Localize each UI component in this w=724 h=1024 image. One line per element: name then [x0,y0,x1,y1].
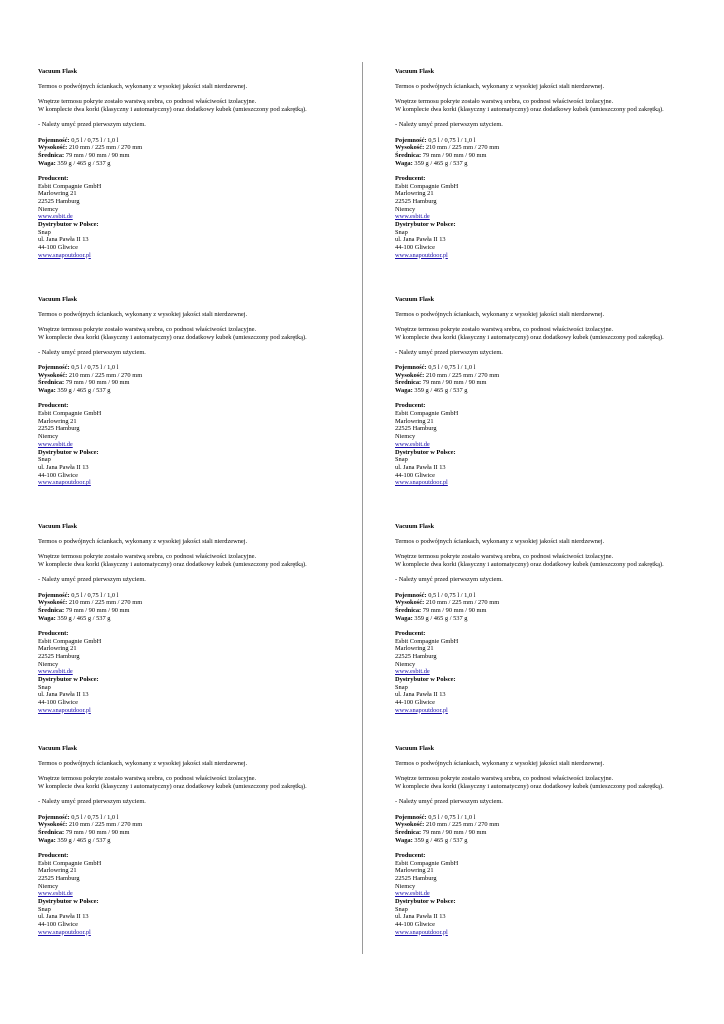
distributor-city: 44-100 Gliwice [395,471,435,479]
spec-label: Średnica: [38,606,65,614]
spec-value: 79 mm / 90 mm / 90 mm [422,828,487,836]
product-description [38,775,328,790]
spec-label: Pojemność: [38,813,70,821]
producer-street: Marlowring 21 [38,190,77,198]
spec-label: Wysokość: [395,144,425,152]
producer-street: Marlowring 21 [395,645,434,653]
distributor-label: Dystrybutor w Polsce: [395,898,456,906]
spec-value: 0,5 l / 0,75 l / 1,0 l [71,136,119,144]
spec-label: Waga: [395,159,413,167]
spec-capacity [38,137,328,145]
contact-block [38,630,328,715]
producer-name: Esbit Compagnie GmbH [38,410,102,418]
distributor-website-link[interactable]: www.snapoutdoor.pl [38,928,91,936]
distributor-name: Snap [395,456,408,464]
spec-label: Waga: [38,614,56,622]
spec-value: 359 g / 465 g / 537 g [414,614,468,622]
product-intro: Termos o podwójnych ściankach, wykonany z wysokiej jakości stali nierdzewnej. [38,538,248,546]
spec-value: 79 mm / 90 mm / 90 mm [65,151,130,159]
distributor-name: Snap [38,456,51,464]
spec-value: 0,5 l / 0,75 l / 1,0 l [71,364,119,372]
product-intro: Termos o podwójnych ściankach, wykonany z wysokiej jakości stali nierdzewnej. [395,310,605,318]
spec-value: 359 g / 465 g / 537 g [414,159,468,167]
product-flyer [38,68,328,296]
producer-country: Niemcy [395,205,416,213]
specs-block [38,364,328,395]
spec-value: 359 g / 465 g / 537 g [57,614,111,622]
spec-capacity [395,364,685,372]
producer-street: Marlowring 21 [38,645,77,653]
producer-label: Producent: [395,174,426,182]
spec-label: Pojemność: [395,813,427,821]
product-intro: Termos o podwójnych ściankach, wykonany z wysokiej jakości stali nierdzewnej. [38,760,248,768]
distributor-name: Snap [38,683,51,691]
spec-label: Średnica: [395,606,422,614]
contact-block [38,175,328,260]
spec-value: 359 g / 465 g / 537 g [57,159,111,167]
spec-label: Wysokość: [38,371,68,379]
distributor-city: 44-100 Gliwice [395,921,435,929]
distributor-street: ul. Jana Pawła II 13 [38,463,89,471]
description-line-2: W komplecie dwa korki (klasyczny i automatyczny) oraz dodatkowy kubek (umieszczony pod zakrętką). [395,561,664,569]
distributor-street: ul. Jana Pawła II 13 [395,691,446,699]
distributor-street: ul. Jana Pawła II 13 [38,236,89,244]
product-description [395,553,685,568]
specs-block [395,592,685,623]
producer-name: Esbit Compagnie GmbH [38,182,102,190]
product-flyer [38,745,328,973]
description-line-1: Wnętrze termosu pokryte zostało warstwą srebra, co podnosi właściwości izolacyjne. [38,98,257,106]
producer-website-link[interactable]: www.esbit.de [395,890,430,898]
distributor-name: Snap [38,228,51,236]
producer-street: Marlowring 21 [395,417,434,425]
producer-website-link[interactable]: www.esbit.de [395,440,430,448]
producer-city: 22525 Hamburg [395,197,437,205]
distributor-name: Snap [395,905,408,913]
spec-label: Pojemność: [395,591,427,599]
spec-label: Średnica: [38,151,65,159]
spec-label: Waga: [38,387,56,395]
producer-country: Niemcy [395,433,416,441]
spec-value: 210 mm / 225 mm / 270 mm [68,371,143,379]
distributor-label: Dystrybutor w Polsce: [38,898,99,906]
spec-value: 210 mm / 225 mm / 270 mm [68,144,143,152]
producer-country: Niemcy [38,205,59,213]
usage-note: - Należy umyć przed pierwszym użyciem. [38,121,146,129]
producer-website-link[interactable]: www.esbit.de [38,668,73,676]
product-description [38,98,328,113]
distributor-label: Dystrybutor w Polsce: [395,676,456,684]
producer-city: 22525 Hamburg [395,425,437,433]
spec-label: Pojemność: [395,364,427,372]
spec-label: Wysokość: [395,821,425,829]
product-description [395,326,685,341]
spec-label: Wysokość: [38,821,68,829]
product-flyer [395,296,685,524]
spec-diameter [38,607,328,615]
product-flyer [38,296,328,524]
description-line-1: Wnętrze termosu pokryte zostało warstwą srebra, co podnosi właściwości izolacyjne. [395,553,614,561]
spec-value: 79 mm / 90 mm / 90 mm [65,606,130,614]
product-flyer [395,68,685,296]
distributor-name: Snap [395,228,408,236]
producer-country: Niemcy [395,882,416,890]
producer-label: Producent: [38,629,69,637]
producer-city: 22525 Hamburg [38,425,80,433]
product-title: Vacuum Flask [395,68,435,75]
producer-label: Producent: [395,851,426,859]
contact-block [38,852,328,937]
spec-value: 0,5 l / 0,75 l / 1,0 l [71,591,119,599]
spec-weight [395,387,685,395]
spec-label: Średnica: [38,379,65,387]
producer-street: Marlowring 21 [395,867,434,875]
producer-name: Esbit Compagnie GmbH [38,859,102,867]
product-intro: Termos o podwójnych ściankach, wykonany z wysokiej jakości stali nierdzewnej. [38,83,248,91]
product-title: Vacuum Flask [38,523,78,530]
distributor-street: ul. Jana Pawła II 13 [38,691,89,699]
producer-name: Esbit Compagnie GmbH [395,182,459,190]
spec-diameter [38,829,328,837]
spec-capacity [395,592,685,600]
distributor-website-link[interactable]: www.snapoutdoor.pl [395,251,448,259]
spec-weight [38,615,328,623]
product-intro: Termos o podwójnych ściankach, wykonany z wysokiej jakości stali nierdzewnej. [395,760,605,768]
spec-diameter [395,607,685,615]
distributor-website-link[interactable]: www.snapoutdoor.pl [395,479,448,487]
spec-value: 0,5 l / 0,75 l / 1,0 l [428,364,476,372]
description-line-2: W komplecie dwa korki (klasyczny i automatyczny) oraz dodatkowy kubek (umieszczony pod zakrętką). [395,106,664,114]
description-line-2: W komplecie dwa korki (klasyczny i automatyczny) oraz dodatkowy kubek (umieszczony pod zakrętką). [38,333,307,341]
distributor-name: Snap [38,905,51,913]
product-intro: Termos o podwójnych ściankach, wykonany z wysokiej jakości stali nierdzewnej. [395,83,605,91]
spec-weight [38,837,328,845]
specs-block [38,814,328,845]
spec-value: 79 mm / 90 mm / 90 mm [422,606,487,614]
usage-note: - Należy umyć przed pierwszym użyciem. [38,348,146,356]
distributor-label: Dystrybutor w Polsce: [38,448,99,456]
distributor-website-link[interactable]: www.snapoutdoor.pl [395,706,448,714]
description-line-2: W komplecie dwa korki (klasyczny i automatyczny) oraz dodatkowy kubek (umieszczony pod zakrętką). [38,561,307,569]
distributor-street: ul. Jana Pawła II 13 [38,913,89,921]
producer-country: Niemcy [38,882,59,890]
distributor-label: Dystrybutor w Polsce: [38,221,99,229]
distributor-label: Dystrybutor w Polsce: [38,676,99,684]
distributor-city: 44-100 Gliwice [38,699,78,707]
distributor-city: 44-100 Gliwice [38,244,78,252]
spec-label: Średnica: [38,828,65,836]
spec-label: Waga: [38,159,56,167]
product-flyer [395,745,685,973]
product-title: Vacuum Flask [395,295,435,303]
description-line-1: Wnętrze termosu pokryte zostało warstwą srebra, co podnosi właściwości izolacyjne. [38,325,257,333]
producer-website-link[interactable]: www.esbit.de [38,440,73,448]
contact-block [395,852,685,937]
product-title: Vacuum Flask [38,295,78,303]
spec-value: 210 mm / 225 mm / 270 mm [425,599,500,607]
description-line-1: Wnętrze termosu pokryte zostało warstwą srebra, co podnosi właściwości izolacyjne. [395,98,614,106]
spec-diameter [395,379,685,387]
usage-note: - Należy umyć przed pierwszym użyciem. [395,348,503,356]
product-flyer [395,523,685,745]
product-description [395,98,685,113]
description-line-1: Wnętrze termosu pokryte zostało warstwą srebra, co podnosi właściwości izolacyjne. [38,553,257,561]
distributor-city: 44-100 Gliwice [38,921,78,929]
specs-block [395,364,685,395]
producer-city: 22525 Hamburg [395,874,437,882]
producer-street: Marlowring 21 [395,190,434,198]
producer-label: Producent: [395,402,426,410]
spec-value: 210 mm / 225 mm / 270 mm [68,821,143,829]
producer-street: Marlowring 21 [38,867,77,875]
column-divider [362,62,363,954]
product-intro: Termos o podwójnych ściankach, wykonany z wysokiej jakości stali nierdzewnej. [38,310,248,318]
description-line-2: W komplecie dwa korki (klasyczny i automatyczny) oraz dodatkowy kubek (umieszczony pod zakrętką). [395,333,664,341]
usage-note: - Należy umyć przed pierwszym użyciem. [395,576,503,584]
distributor-label: Dystrybutor w Polsce: [395,221,456,229]
producer-city: 22525 Hamburg [38,652,80,660]
spec-label: Średnica: [395,828,422,836]
distributor-street: ul. Jana Pawła II 13 [395,913,446,921]
producer-label: Producent: [38,174,69,182]
distributor-website-link[interactable]: www.snapoutdoor.pl [38,251,91,259]
usage-note: - Należy umyć przed pierwszym użyciem. [395,121,503,129]
product-description [395,775,685,790]
spec-value: 79 mm / 90 mm / 90 mm [65,379,130,387]
usage-note: - Należy umyć przed pierwszym użyciem. [38,576,146,584]
spec-weight [38,387,328,395]
producer-name: Esbit Compagnie GmbH [38,637,102,645]
spec-label: Wysokość: [395,599,425,607]
product-description [38,326,328,341]
description-line-2: W komplecie dwa korki (klasyczny i automatyczny) oraz dodatkowy kubek (umieszczony pod zakrętką). [38,106,307,114]
distributor-name: Snap [395,683,408,691]
product-title: Vacuum Flask [38,68,78,75]
distributor-label: Dystrybutor w Polsce: [395,448,456,456]
spec-weight [395,615,685,623]
spec-height [38,144,328,152]
spec-label: Pojemność: [38,364,70,372]
producer-country: Niemcy [38,433,59,441]
spec-label: Pojemność: [38,136,70,144]
contact-block [395,630,685,715]
producer-website-link[interactable]: www.esbit.de [38,213,73,221]
producer-city: 22525 Hamburg [38,874,80,882]
spec-capacity [395,814,685,822]
spec-value: 0,5 l / 0,75 l / 1,0 l [428,591,476,599]
spec-label: Średnica: [395,151,422,159]
spec-height [38,599,328,607]
left-column [38,68,328,973]
product-intro: Termos o podwójnych ściankach, wykonany z wysokiej jakości stali nierdzewnej. [395,538,605,546]
usage-note: - Należy umyć przed pierwszym użyciem. [38,798,146,806]
description-line-1: Wnętrze termosu pokryte zostało warstwą srebra, co podnosi właściwości izolacyjne. [395,325,614,333]
producer-street: Marlowring 21 [38,417,77,425]
product-title: Vacuum Flask [38,745,78,752]
spec-weight [395,160,685,168]
spec-capacity [38,364,328,372]
spec-label: Średnica: [395,379,422,387]
product-flyer [38,523,328,745]
distributor-website-link[interactable]: www.snapoutdoor.pl [38,706,91,714]
producer-website-link[interactable]: www.esbit.de [38,890,73,898]
spec-value: 79 mm / 90 mm / 90 mm [422,151,487,159]
contact-block [395,175,685,260]
spec-value: 359 g / 465 g / 537 g [414,836,468,844]
producer-name: Esbit Compagnie GmbH [395,859,459,867]
spec-height [395,821,685,829]
usage-note: - Należy umyć przed pierwszym użyciem. [395,798,503,806]
spec-weight [395,837,685,845]
spec-capacity [38,592,328,600]
spec-capacity [395,137,685,145]
spec-value: 210 mm / 225 mm / 270 mm [425,821,500,829]
spec-value: 0,5 l / 0,75 l / 1,0 l [71,813,119,821]
spec-height [395,599,685,607]
spec-label: Wysokość: [38,144,68,152]
producer-city: 22525 Hamburg [38,197,80,205]
specs-block [38,137,328,168]
producer-country: Niemcy [38,660,59,668]
spec-label: Pojemność: [38,591,70,599]
producer-city: 22525 Hamburg [395,652,437,660]
producer-country: Niemcy [395,660,416,668]
right-column [395,68,685,973]
producer-label: Producent: [38,402,69,410]
spec-height [395,144,685,152]
producer-website-link[interactable]: www.esbit.de [395,213,430,221]
spec-value: 359 g / 465 g / 537 g [414,387,468,395]
spec-value: 79 mm / 90 mm / 90 mm [65,828,130,836]
spec-diameter [38,152,328,160]
distributor-website-link[interactable]: www.snapoutdoor.pl [38,479,91,487]
distributor-street: ul. Jana Pawła II 13 [395,236,446,244]
distributor-city: 44-100 Gliwice [38,471,78,479]
contact-block [38,402,328,487]
spec-value: 359 g / 465 g / 537 g [57,836,111,844]
spec-diameter [38,379,328,387]
distributor-website-link[interactable]: www.snapoutdoor.pl [395,928,448,936]
spec-label: Waga: [395,387,413,395]
spec-value: 359 g / 465 g / 537 g [57,387,111,395]
producer-label: Producent: [395,629,426,637]
spec-label: Waga: [395,614,413,622]
spec-weight [38,160,328,168]
producer-website-link[interactable]: www.esbit.de [395,668,430,676]
distributor-street: ul. Jana Pawła II 13 [395,463,446,471]
description-line-2: W komplecie dwa korki (klasyczny i automatyczny) oraz dodatkowy kubek (umieszczony pod zakrętką). [395,783,664,791]
spec-value: 79 mm / 90 mm / 90 mm [422,379,487,387]
producer-label: Producent: [38,851,69,859]
spec-value: 210 mm / 225 mm / 270 mm [425,144,500,152]
distributor-city: 44-100 Gliwice [395,244,435,252]
spec-label: Waga: [395,836,413,844]
spec-value: 210 mm / 225 mm / 270 mm [68,599,143,607]
description-line-2: W komplecie dwa korki (klasyczny i automatyczny) oraz dodatkowy kubek (umieszczony pod zakrętką). [38,783,307,791]
product-title: Vacuum Flask [395,745,435,752]
specs-block [395,814,685,845]
specs-block [395,137,685,168]
description-line-1: Wnętrze termosu pokryte zostało warstwą srebra, co podnosi właściwości izolacyjne. [38,775,257,783]
spec-diameter [395,829,685,837]
distributor-city: 44-100 Gliwice [395,699,435,707]
spec-capacity [38,814,328,822]
spec-value: 210 mm / 225 mm / 270 mm [425,371,500,379]
producer-name: Esbit Compagnie GmbH [395,410,459,418]
contact-block [395,402,685,487]
specs-block [38,592,328,623]
spec-label: Wysokość: [395,371,425,379]
spec-value: 0,5 l / 0,75 l / 1,0 l [428,813,476,821]
description-line-1: Wnętrze termosu pokryte zostało warstwą srebra, co podnosi właściwości izolacyjne. [395,775,614,783]
spec-label: Waga: [38,836,56,844]
spec-label: Wysokość: [38,599,68,607]
spec-value: 0,5 l / 0,75 l / 1,0 l [428,136,476,144]
product-description [38,553,328,568]
spec-height [38,821,328,829]
spec-label: Pojemność: [395,136,427,144]
spec-diameter [395,152,685,160]
producer-name: Esbit Compagnie GmbH [395,637,459,645]
product-title: Vacuum Flask [395,523,435,530]
